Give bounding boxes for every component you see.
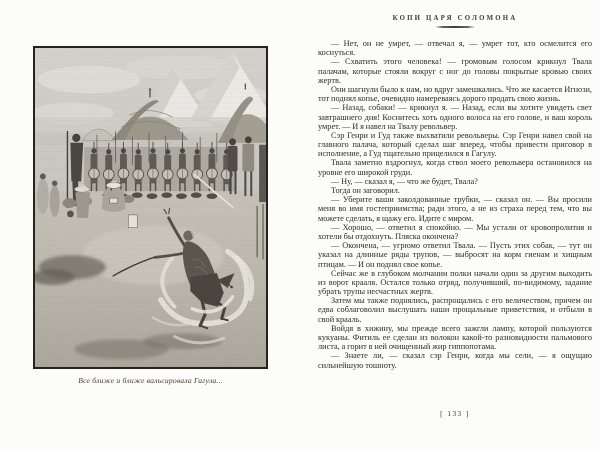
body-paragraph: — Окончена, — угрюмо ответил Твала. — Пусть этих собак, — тут он указал на длинные ряды трупов, — выбросят на корм гиенам и хищным птицам. — И он поднял свое копье. xyxy=(318,241,592,269)
body-paragraph: — Хорошо, — ответил я спокойно. — Мы устали от кровопролития и хотели бы отдохнуть. Пляска окончена? xyxy=(318,222,592,241)
illustration-engraving xyxy=(35,48,266,367)
body-paragraph: — Назад, собаки! — крикнул я. — Назад, если вы хотите увидеть свет завтрашнего дня! Коснитесь хоть одного волоса на его голове, и ваш король умрет. — И я навел на Твалу револьвер. xyxy=(318,103,592,131)
body-paragraph: Войдя в хижину, мы прежде всего зажгли лампу, которой пользуются кукуаны. Фитиль ее сделан из волокон какой-то разновидности пальмового листа, а горит в ней очищенный жир гиппопотама. xyxy=(318,323,592,352)
header-ornament-rule xyxy=(435,26,475,28)
illustration-caption: Все ближе и ближе вальсировала Гагула... xyxy=(78,376,223,385)
body-paragraph: Тогда он заговорил. xyxy=(331,186,400,195)
body-paragraph: Твала заметно вздрогнул, когда ствол моего револьвера остановился на уровне его широкой груди. xyxy=(318,158,592,177)
body-paragraph: Сейчас же в глубоком молчании полки начали один за другим выходить из ворот крааля. Остался только отряд, получивший, по-видимому, задание убрать трупы несчастных жертв. xyxy=(318,268,592,297)
left-page xyxy=(33,46,268,385)
body-paragraph: — Схватить этого человека! — громовым голосом крикнул Твала палачам, которые стояли вокруг с ног до головы покрытые кровью своих жертв. xyxy=(318,57,592,85)
body-paragraph: Затем мы также поднялись, распрощались с его величеством, причем он едва соблаговолил выслушать наши прощальные приветствия, и отбыли в свой крааль. xyxy=(318,296,592,324)
body-paragraph: — Уберите ваши заколдованные трубки, — сказал он. — Вы просили меня во имя гостеприимства; ради этого, а не из страха перед тем, что вы можете сделать, я щажу его. Идите с миром. xyxy=(318,195,592,223)
body-text xyxy=(318,39,592,370)
page-number: [ 133 ] xyxy=(440,410,470,418)
body-paragraph: — Ну, — сказал я, — что же будет, Твала? xyxy=(331,176,478,186)
right-page xyxy=(318,15,592,445)
illustration-frame xyxy=(33,46,268,369)
running-title: КОПИ ЦАРЯ СОЛОМОНА xyxy=(392,15,518,22)
body-paragraph: — Нет, он не умрет, — отвечал я, — умрет тот, кто осмелится его коснуться. xyxy=(318,39,592,58)
engraving-grain-texture xyxy=(35,48,266,367)
body-paragraph: Сэр Генри и Гуд также выхватили револьверы. Сэр Генри навел свой на главного палача, который сделал шаг вперед, чтобы привести приговор в исполнение, а Гуд тщательно прицелился в Гагулу. xyxy=(318,130,592,159)
body-paragraph: — Знаете ли, — сказал сэр Генри, когда мы сели, — я ощущаю сильнейшую тошноту. xyxy=(318,351,592,370)
body-paragraph: Они шагнули было к нам, но вдруг замешкались. Что же касается Игнози, тот поднял копье, очевидно намереваясь дорого продать свою жизнь. xyxy=(318,84,592,104)
